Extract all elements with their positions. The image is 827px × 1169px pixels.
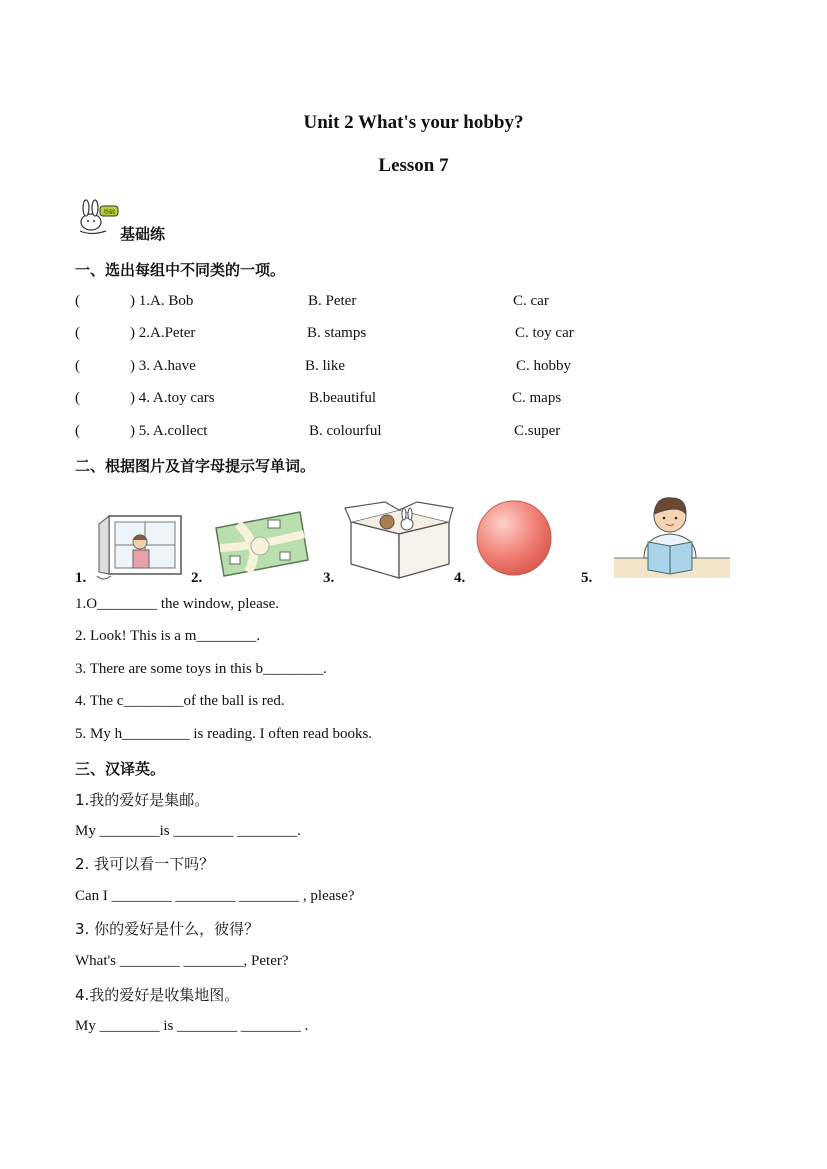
- translate-cn-2: 2. 我可以看一下吗？: [75, 855, 215, 873]
- q3-paren: (: [75, 358, 80, 374]
- section-label: 基础练: [120, 225, 166, 243]
- window-picture: [95, 510, 185, 582]
- pic-number-5: 5.: [581, 570, 593, 586]
- q4-paren: (: [75, 390, 80, 406]
- fill-line-2: 2. Look! This is a m________.: [75, 628, 261, 644]
- rabbit-badge-icon: [76, 200, 120, 236]
- q4-option-c: C. maps: [512, 390, 562, 406]
- q1-option-b: B. Peter: [308, 293, 357, 309]
- pic-number-1: 1.: [75, 570, 87, 586]
- map-picture: [208, 508, 312, 580]
- svg-text:基础: 基础: [102, 209, 116, 216]
- q2-option-c: C. toy car: [515, 325, 574, 341]
- lesson-title: Lesson 7: [378, 155, 449, 176]
- translate-cn-3: 3. 你的爱好是什么，彼得？: [75, 920, 260, 938]
- fill-line-4: 4. The c________of the ball is red.: [75, 693, 285, 709]
- part1-heading: 一、选出每组中不同类的一项。: [75, 261, 286, 279]
- q1-option-c: C. car: [513, 293, 549, 309]
- q3-option-b: B. like: [305, 358, 345, 374]
- q2-option-a: ) 2.A.Peter: [130, 325, 196, 341]
- page-title: Unit 2 What's your hobby?: [303, 112, 524, 133]
- q3-option-a: ) 3. A.have: [130, 358, 196, 374]
- q5-option-c: C.super: [514, 423, 561, 439]
- translate-cn-1: 1.我的爱好是集邮。: [75, 791, 210, 809]
- q3-option-c: C. hobby: [516, 358, 572, 374]
- pic-number-3: 3.: [323, 570, 335, 586]
- translate-en-4: My ________ is ________ ________ .: [75, 1018, 309, 1034]
- q5-paren: (: [75, 423, 80, 439]
- reading-boy-picture: [614, 492, 730, 580]
- fill-line-3: 3. There are some toys in this b________.: [75, 661, 327, 677]
- translate-en-2: Can I ________ ________ ________ , please?: [75, 888, 355, 904]
- translate-cn-4: 4.我的爱好是收集地图。: [75, 986, 240, 1004]
- q2-option-b: B. stamps: [307, 325, 367, 341]
- translate-en-3: What's ________ ________, Peter?: [75, 953, 289, 969]
- q4-option-b: B.beautiful: [309, 390, 377, 406]
- fill-line-5: 5. My h_________ is reading. I often read books.: [75, 726, 373, 742]
- q2-paren: (: [75, 325, 80, 341]
- translate-en-1: My ________is ________ ________.: [75, 823, 301, 839]
- q4-option-a: ) 4. A.toy cars: [130, 390, 215, 406]
- part3-heading: 三、汉译英。: [75, 760, 166, 778]
- part2-heading: 二、根据图片及首字母提示写单词。: [75, 457, 316, 475]
- q5-option-b: B. colourful: [309, 423, 382, 439]
- pic-number-2: 2.: [191, 570, 203, 586]
- toy-box-picture: [345, 500, 453, 580]
- q1-option-a: ) 1.A. Bob: [130, 293, 194, 309]
- q5-option-a: ) 5. A.collect: [130, 423, 208, 439]
- fill-line-1: 1.O________ the window, please.: [75, 596, 279, 612]
- q1-paren: (: [75, 293, 80, 309]
- pic-number-4: 4.: [454, 570, 466, 586]
- ball-picture: [476, 500, 554, 578]
